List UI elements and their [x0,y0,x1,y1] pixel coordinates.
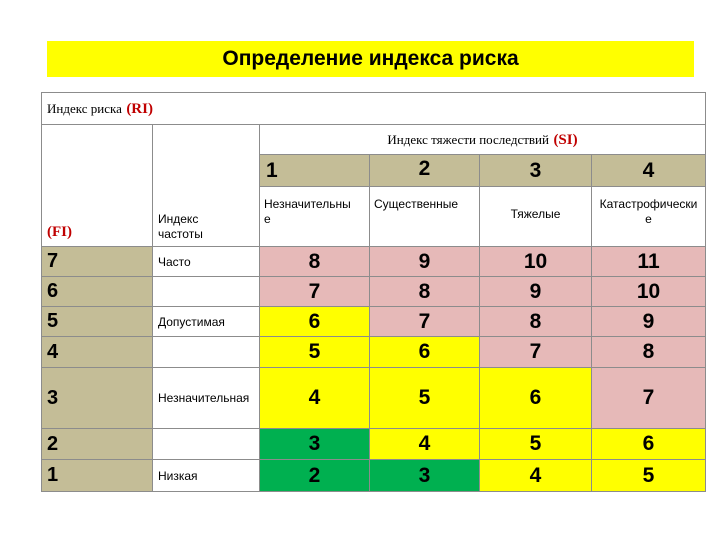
risk-value: 3 [260,429,370,460]
risk-value: 5 [260,337,370,368]
fi-abbr: (FI) [47,224,72,240]
frequency-index-label: Индекс частоты [158,212,203,241]
risk-value: 10 [592,277,706,307]
risk-value: 8 [370,277,480,307]
severity-name-cell-2 [370,187,480,247]
risk-value: 6 [480,368,592,429]
fi-value: 3 [42,368,153,429]
risk-value: 11 [592,247,706,277]
severity-index-abbr: (SI) [553,131,578,148]
frequency-label: Допустимая [158,314,225,329]
frequency-label-cell [153,247,260,277]
risk-index-header [42,93,706,125]
risk-value: 7 [592,368,706,429]
risk-value: 8 [260,247,370,277]
fi-header-cell [42,125,153,247]
fi-value: 4 [42,337,153,368]
risk-value: 6 [260,307,370,337]
severity-index-label: Индекс тяжести последствий [387,131,549,147]
risk-index-label: Индекс риска [47,100,122,116]
risk-value: 5 [592,460,706,492]
severity-name-cell-1 [260,187,370,247]
table-row [42,429,706,460]
table-row [42,247,706,277]
table-row [42,460,706,492]
table-row [42,307,706,337]
risk-value: 5 [480,429,592,460]
severity-name-4: Катастрофические [599,197,698,226]
page-title: Определение индекса риска [47,41,694,77]
risk-value: 6 [370,337,480,368]
severity-name-2: Существенные [374,197,459,211]
risk-value: 4 [480,460,592,492]
frequency-index-cell [153,125,260,247]
risk-value: 5 [370,368,480,429]
severity-name-cell-4 [592,187,706,247]
severity-index-header [260,125,706,155]
severity-level-4: 4 [592,155,706,187]
risk-value: 2 [260,460,370,492]
risk-value: 10 [480,247,592,277]
risk-value: 8 [480,307,592,337]
frequency-label: Незначительная [158,390,250,405]
severity-level-2: 2 [370,155,480,187]
table-row [42,337,706,368]
fi-value: 2 [42,429,153,460]
severity-level-3: 3 [480,155,592,187]
table-row [42,368,706,429]
frequency-label-cell [153,460,260,492]
risk-value: 8 [592,337,706,368]
table-row [42,277,706,307]
severity-name-cell-3 [480,187,592,247]
frequency-label-cell [153,368,260,429]
severity-name-1: Незначительные [264,197,351,226]
risk-value: 9 [370,247,480,277]
risk-value: 7 [260,277,370,307]
severity-name-3: Тяжелые [510,207,561,221]
risk-index-table [41,92,706,492]
risk-value: 7 [370,307,480,337]
severity-level-1: 1 [260,155,370,187]
risk-value: 9 [480,277,592,307]
risk-value: 6 [592,429,706,460]
frequency-label: Низкая [158,468,198,483]
risk-value: 4 [370,429,480,460]
risk-value: 3 [370,460,480,492]
frequency-label-cell [153,429,260,460]
frequency-label-cell [153,277,260,307]
fi-value: 1 [42,460,153,492]
frequency-label-cell [153,307,260,337]
fi-value: 5 [42,307,153,337]
fi-value: 7 [42,247,153,277]
risk-value: 4 [260,368,370,429]
fi-value: 6 [42,277,153,307]
frequency-label-cell [153,337,260,368]
risk-value: 7 [480,337,592,368]
risk-index-abbr: (RI) [126,100,153,117]
frequency-label: Часто [158,255,191,269]
risk-value: 9 [592,307,706,337]
